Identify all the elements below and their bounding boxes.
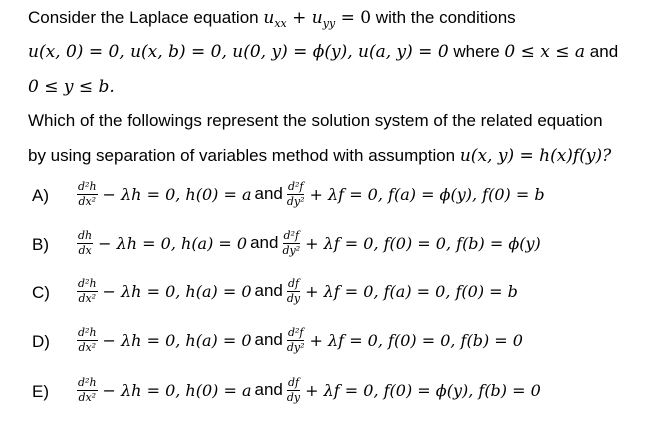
derivative-fraction-h: $\frac{dh}{dx}$ [78, 228, 93, 257]
derivative-fraction-h: $\frac{\text{d²h}}{\text{dx²}}$ [78, 375, 97, 404]
question-line-5 [28, 146, 611, 166]
derivative-fraction-f: $\frac{df}{dy}$ [286, 375, 301, 404]
and-text: and [254, 281, 283, 300]
f-equation: + λf = 0, f(a) = 0, f(0) = b [305, 281, 518, 301]
f-equation: + λf = 0, f(0) = 0, f(b) = ϕ(y) [305, 233, 541, 253]
derivative-fraction-f: $\frac{\text{d²f}}{\text{dy²}}$ [282, 228, 301, 257]
question-line-2 [28, 42, 618, 62]
option-equations [74, 177, 547, 211]
pde-sub-xx: xx [274, 17, 287, 30]
option-letter: D) [32, 332, 50, 351]
question-line-4 [28, 111, 603, 131]
derivative-fraction-f: $\frac{df}{dy}$ [286, 276, 301, 305]
question-line-3 [28, 77, 115, 97]
option-letter: B) [32, 235, 49, 254]
derivative-fraction-h: $\frac{\text{d²h}}{\text{dx²}}$ [78, 325, 97, 354]
x-range: 0 ≤ x ≤ a [504, 42, 586, 62]
and-text: and [254, 380, 283, 399]
question-conditions-text: with the conditions [375, 8, 516, 27]
f-equation: + λf = 0, f(a) = ϕ(y), f(0) = b [309, 184, 545, 204]
h-equation: − λh = 0, h(a) = 0 [98, 233, 248, 253]
option-equations [74, 323, 525, 357]
option-letter: E) [32, 382, 49, 401]
derivative-fraction-h: $\frac{\text{d²h}}{\text{dx²}}$ [78, 276, 97, 305]
h-equation: − λh = 0, h(0) = a [102, 184, 252, 204]
derivative-fraction-f: $\frac{\text{d²f}}{\text{dy²}}$ [286, 179, 305, 208]
option-letter: A) [32, 186, 49, 205]
f-equation: + λf = 0, f(0) = 0, f(b) = 0 [309, 330, 523, 350]
option-equations [74, 373, 543, 407]
derivative-fraction-h: $\frac{\text{d²h}}{\text{dx²}}$ [78, 179, 97, 208]
question-intro-text: Consider the Laplace equation [28, 8, 259, 27]
pde-equals-zero: = 0 [335, 8, 372, 28]
question-line-1 [28, 8, 516, 30]
option-letter: C) [32, 283, 50, 302]
h-equation: − λh = 0, h(0) = a [102, 380, 252, 400]
method-text: by using separation of variables method with assumption [28, 146, 460, 165]
where-text: where [448, 42, 505, 61]
separation-assumption: u(x, y) = h(x)f(y)? [459, 146, 612, 166]
and-text: and [250, 233, 279, 252]
boundary-conditions: u(x, 0) = 0, u(x, b) = 0, u(0, y) = ϕ(y), u(a, y) = 0 [28, 42, 449, 62]
and-text: and [254, 330, 283, 349]
derivative-fraction-f: $\frac{\text{d²f}}{\text{dy²}}$ [286, 325, 305, 354]
h-equation: − λh = 0, h(a) = 0 [102, 330, 252, 350]
f-equation: + λf = 0, f(0) = ϕ(y), f(b) = 0 [305, 380, 541, 400]
option-equations [74, 226, 543, 260]
y-range: 0 ≤ y ≤ b. [28, 77, 115, 97]
h-equation: − λh = 0, h(a) = 0 [102, 281, 252, 301]
question-prompt-text: Which of the followings represent the solution system of the related equation [28, 111, 603, 130]
and-text: and [585, 42, 619, 61]
pde-u: u [263, 8, 275, 28]
pde-plus-u: + u [286, 8, 323, 28]
and-text: and [254, 184, 283, 203]
option-equations [74, 274, 520, 308]
pde-sub-yy: yy [322, 17, 336, 30]
